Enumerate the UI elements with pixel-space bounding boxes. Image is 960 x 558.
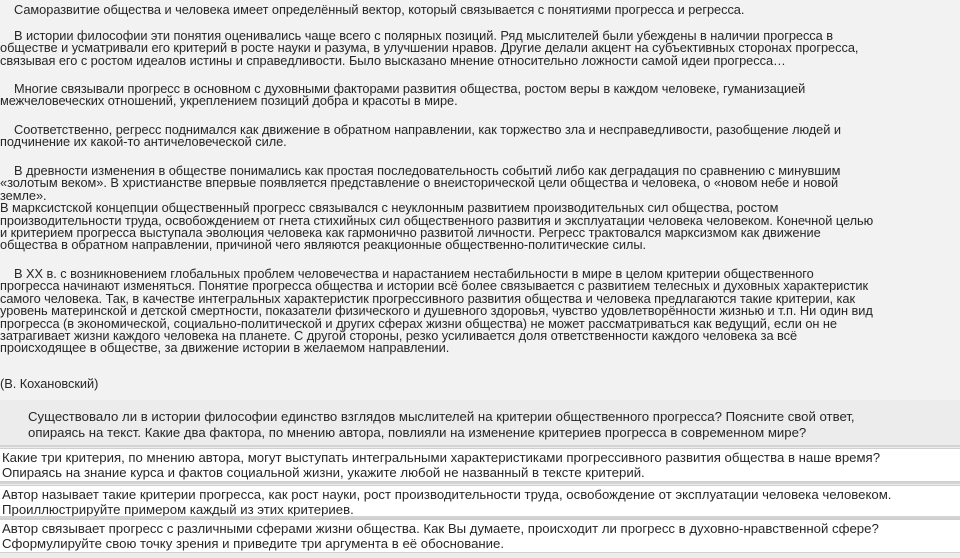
divider [0, 445, 960, 447]
question-2-text: Автор называет такие критерии прогресса, как рост науки, рост производительности труда, освобождение от эксплуатации человека человеком. Проиллюстрируйте примером каждый из этих критериев. [2, 487, 892, 517]
paragraph-1: Саморазвитие общества и человека имеет определённый вектор, который связывается с понятиями прогресса и регресса. [0, 2, 745, 17]
question-box-1 [0, 448, 960, 482]
question-3-text: Автор связывает прогресс с различными сферами жизни общества. Как Вы думаете, происходит ли прогресс в духовно-нравственной сфере? Сформулируйте свою точку зрения и приведите три аргумента в её обоснование. [2, 521, 879, 551]
divider [0, 482, 960, 484]
paragraph-3: Многие связывали прогресс в основном с духовными факторами развития общества, ростом веры в каждом человеке, гуманизацией межчеловеческих отношений, укреплением позиций добра и красоты в мире. [0, 81, 806, 109]
question-main: Существовало ли в истории философии единство взглядов мыслителей на критерии общественного прогресса? Поясните свой ответ, опираясь на текст. Какие два фактора, по мнению автора, повлияли на изменение критериев прогресса в современном мире? [28, 409, 855, 440]
author-attribution: (В. Кохановский) [0, 376, 99, 391]
question-box-2 [0, 485, 960, 519]
question-box-3 [0, 519, 960, 553]
paragraph-6: В XX в. с возникновением глобальных проблем человечества и нарастанием нестабильности в мире в целом критерии общественного прогресса начинают изменяться. Понятие прогресса общества и истории всё более связывается с развитием телесных и духовных характеристик самого человека. Так, в качестве интегральных характеристик прогрессивного развития общества и человека предлагаются такие критерии, как уровень материнской и детской смертности, показатели физического и душевного здоровья, чувство удовлетворённости жизнью и т.п. Ни один вид прогресса (в экономической, социально-политической и других сферах жизни общества) не может рассматриваться как ведущий, если он не затрагивает жизни каждого человека на планете. С другой стороны, резко усиливается доля ответственности каждого человека за всё происходящее в обществе, за движение истории в желаемом направлении. [0, 266, 873, 356]
divider [0, 516, 960, 518]
paragraph-2: В истории философии эти понятия оценивались чаще всего с полярных позиций. Ряд мыслителей были убеждены в наличии прогресса в обществе и усматривали его критерий в росте науки и разума, в улучшении нравов. Другие делали акцент на субъективных сторонах прогресса, связывая его с ростом идеалов истины и справедливости. Было высказано мнение относительно ложности самой идеи прогресса… [0, 28, 859, 68]
question-1-text: Какие три критерия, по мнению автора, могут выступать интегральными характеристиками прогрессивного развития общества в наше время? Опираясь на знание курса и фактов социальной жизни, укажите любой не названный в тексте критерий. [2, 450, 881, 480]
paragraph-4: Соответственно, регресс поднимался как движение в обратном направлении, как торжество зла и несправедливости, разобщение людей и подчинение их какой-то античеловеческой силе. [0, 122, 841, 150]
paragraph-5: В древности изменения в обществе понимались как простая последовательность событий либо как деградация по сравнению с минувшим «золотым веком». В христианстве впервые появляется представление о внеисторической цели общества и человека, о «новом небе и новой земле». В марксистской концепции общественный прогресс связывался с неуклонным развитием производительных сил общества, ростом производительности труда, освобождением от гнета стихийных сил общественного развития и эксплуатации человека человеком. Конечной целью и критерием прогресса выступала эволюция человека как гармонично развитой личности. Регресс трактовался марксизмом как движение общества в обратном направлении, причиной чего являются реакционные общественно-политические силы. [0, 163, 874, 253]
